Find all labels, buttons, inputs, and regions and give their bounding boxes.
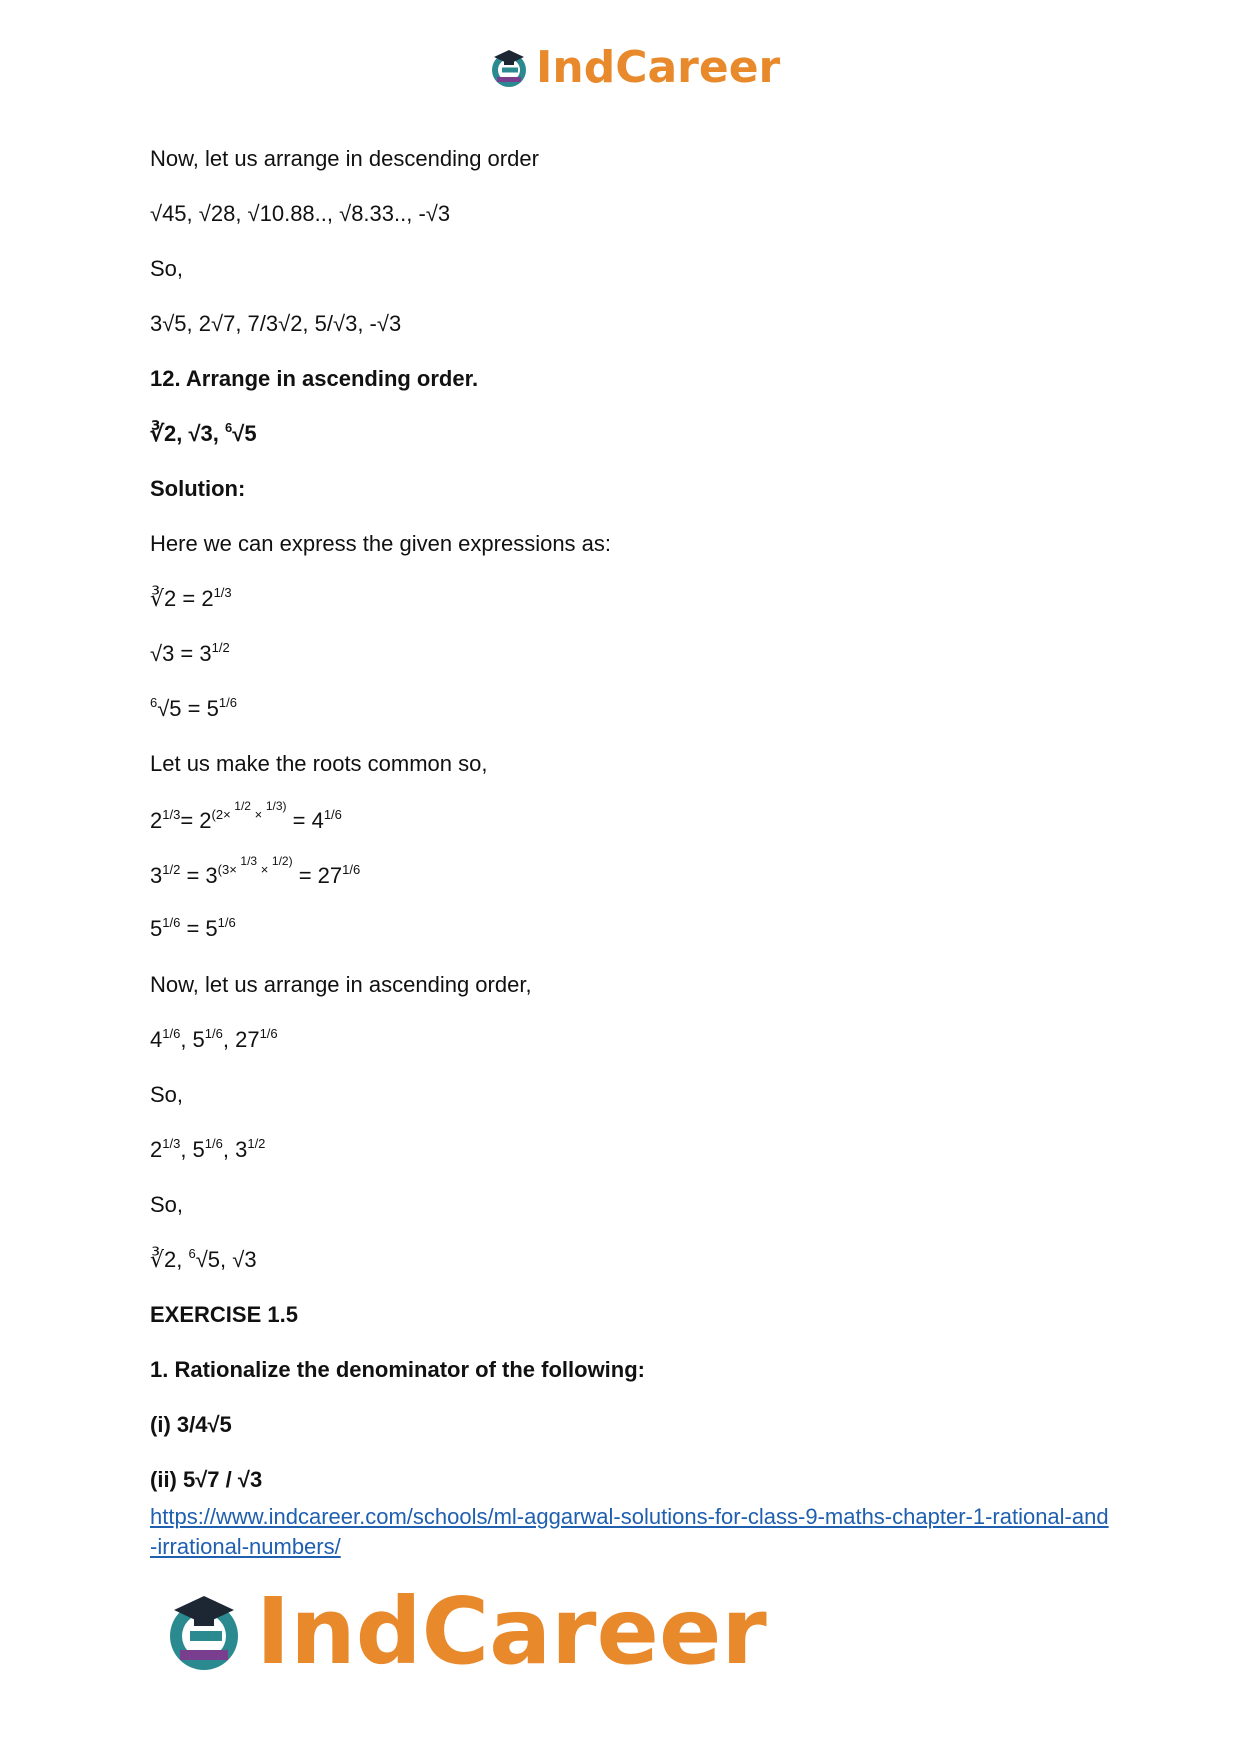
footer-logo-text: IndCareer bbox=[256, 1578, 767, 1685]
solution-label: Solution: bbox=[150, 476, 246, 501]
header-logo-text: IndCareer bbox=[536, 42, 781, 93]
expression: $2^{1/3}$, $5^{1/6}$, $3^{1/2}$ bbox=[150, 1136, 266, 1162]
exercise-heading: EXERCISE 1.5 bbox=[150, 1302, 298, 1327]
expression: 3√5, 2√7, 7/3√2, 5/√3, -√3 bbox=[150, 311, 402, 336]
expression: $√3 = 3^{1/2}$ bbox=[150, 640, 230, 666]
footer-logo bbox=[162, 1578, 767, 1685]
expression: √45, √28, √10.88.., √8.33.., -√3 bbox=[150, 201, 451, 226]
source-url-link[interactable]: https://www.indcareer.com/schools/ml-aggarwal-solutions-for-class-9-maths-chapter-1-rational-and-irrational-numbers/ bbox=[150, 1504, 1109, 1559]
paragraph: Here we can express the given expressions as: bbox=[150, 531, 612, 556]
expression: $2^{1/3}= 2^{(2\times ^{1/2} \times ^{1/3)}} = 4^{1/6}$ bbox=[150, 799, 342, 833]
expression: ∛2 = $2^{1/3}$ bbox=[150, 585, 232, 611]
expression: $4^{1/6}$, $5^{1/6}$, $27^{1/6}$ bbox=[150, 1026, 278, 1052]
paragraph: So, bbox=[150, 1082, 184, 1107]
question-expression: ∛2, √3, $^6$√5 bbox=[150, 420, 257, 446]
question-part: (i) 3/4√5 bbox=[150, 1412, 232, 1437]
question-heading: 12. Arrange in ascending order. bbox=[150, 366, 479, 391]
expression: ∛2, $^6$√5, √3 bbox=[150, 1246, 257, 1272]
header-logo bbox=[488, 42, 780, 93]
paragraph: So, bbox=[150, 256, 184, 281]
question-heading: 1. Rationalize the denominator of the following: bbox=[150, 1357, 645, 1382]
question-part: (ii) 5√7 / √3 bbox=[150, 1467, 263, 1492]
expression: $5^{1/6} = 5^{1/6}$ bbox=[150, 915, 236, 941]
expression: $^6√5 = 5^{1/6}$ bbox=[150, 695, 237, 721]
expression: $3^{1/2} = 3^{(3\times ^{1/3} \times ^{1/2)}} = 27^{1/6}$ bbox=[150, 854, 361, 888]
graduation-globe-icon bbox=[162, 1590, 246, 1674]
paragraph: Now, let us arrange in ascending order, bbox=[150, 972, 532, 997]
paragraph: Now, let us arrange in descending order bbox=[150, 146, 539, 171]
paragraph: Let us make the roots common so, bbox=[150, 751, 488, 776]
paragraph: So, bbox=[150, 1192, 184, 1217]
graduation-globe-icon bbox=[488, 47, 530, 89]
